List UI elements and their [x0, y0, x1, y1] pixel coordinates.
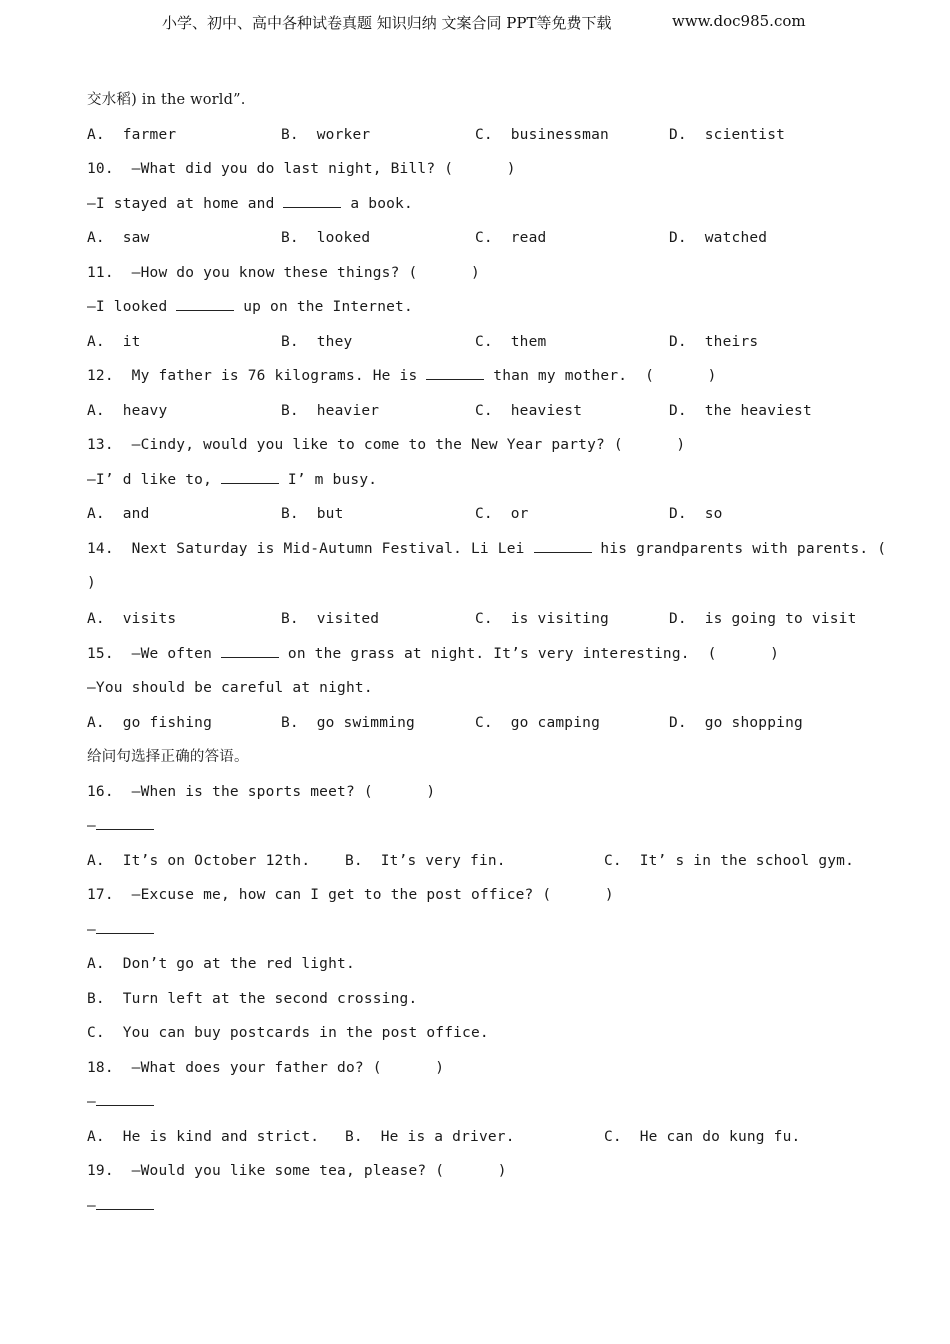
question-15-options — [87, 711, 867, 746]
option-c: C. heaviest — [475, 402, 583, 419]
question-13-options — [87, 502, 867, 537]
answer-blank — [221, 468, 279, 484]
option-b: B. Turn left at the second crossing. — [87, 990, 418, 1007]
question-19-answer-line: — — [87, 1194, 867, 1229]
question-12-options — [87, 399, 867, 434]
answer-blank — [426, 364, 484, 380]
question-9-options — [87, 123, 867, 158]
option-b: B. heavier — [281, 402, 380, 419]
option-b: B. visited — [281, 611, 380, 627]
header-site-description: 小学、初中、高中各种试卷真题 知识归纳 文案合同 PPT等免费下载 — [162, 14, 612, 32]
option-c: C. is visiting — [475, 611, 609, 627]
question-16-options — [87, 849, 867, 884]
question-10-dialogue: —I stayed at home and a book. — [87, 192, 867, 227]
option-a: A. it — [87, 333, 141, 350]
option-d: D. is going to visit — [669, 611, 857, 627]
question-15-stem: 15. —We often on the grass at night. It’s very interesting. ( ) — [87, 642, 867, 677]
option-b: B. He is a driver. — [345, 1128, 515, 1145]
option-a: A. go fishing — [87, 714, 213, 731]
answer-blank — [96, 814, 154, 830]
question-13-stem: 13. —Cindy, would you like to come to the New Year party? ( ) — [87, 437, 686, 453]
question-18-answer-line: — — [87, 1090, 867, 1125]
question-14-stem-close: ) — [87, 575, 96, 591]
section-title: 给问句选择正确的答语。 — [87, 749, 249, 765]
option-c: C. You can buy postcards in the post office. — [87, 1025, 489, 1041]
option-b: B. looked — [281, 230, 371, 246]
option-a: A. He is kind and strict. — [87, 1128, 320, 1145]
question-14-stem: 14. Next Saturday is Mid-Autumn Festival. Li Lei his grandparents with parents. ( — [87, 537, 867, 572]
page-header — [0, 12, 950, 34]
option-a: A. farmer — [87, 126, 177, 143]
question-18-options — [87, 1125, 867, 1160]
option-a: A. visits — [87, 611, 177, 627]
option-b: B. go swimming — [281, 714, 415, 731]
option-d: D. scientist — [669, 126, 786, 143]
question-11-stem: 11. —How do you know these things? ( ) — [87, 264, 480, 281]
option-b: B. they — [281, 333, 353, 350]
option-d: D. the heaviest — [669, 402, 812, 419]
option-c: C. go camping — [475, 714, 601, 731]
option-b: B. It’s very fin. — [345, 852, 506, 869]
question-9-stem-continued: 交水稻) in the world”. — [87, 92, 246, 108]
option-c: C. businessman — [475, 126, 609, 143]
answer-blank — [283, 192, 341, 208]
header-site-url[interactable]: www.doc985.com — [672, 12, 806, 30]
question-11-dialogue: —I looked up on the Internet. — [87, 295, 867, 330]
answer-blank — [96, 1194, 154, 1210]
option-d: D. watched — [669, 230, 768, 246]
answer-blank — [221, 642, 279, 658]
question-17-answer-line: — — [87, 918, 867, 953]
option-c: C. read — [475, 230, 547, 246]
exam-content — [87, 88, 887, 1228]
option-b: B. worker — [281, 126, 371, 143]
option-c: C. or — [475, 506, 529, 522]
answer-blank — [96, 918, 154, 934]
option-a: A. saw — [87, 230, 150, 246]
answer-blank — [96, 1090, 154, 1106]
question-14-options — [87, 607, 867, 642]
option-c: C. He can do kung fu. — [604, 1128, 801, 1145]
question-10-options — [87, 226, 867, 261]
question-12-stem: 12. My father is 76 kilograms. He is than my mother. ( ) — [87, 364, 867, 399]
option-d: D. theirs — [669, 333, 759, 350]
question-15-dialogue: —You should be careful at night. — [87, 680, 373, 696]
option-d: D. so — [669, 506, 723, 522]
option-c: C. them — [475, 333, 547, 350]
question-17-stem: 17. —Excuse me, how can I get to the post office? ( ) — [87, 887, 614, 903]
question-13-dialogue: —I’ d like to, I’ m busy. — [87, 468, 867, 503]
answer-blank — [176, 295, 234, 311]
question-16-stem: 16. —When is the sports meet? ( ) — [87, 783, 436, 800]
question-16-answer-line: — — [87, 814, 867, 849]
question-10-stem: 10. —What did you do last night, Bill? ( ) — [87, 161, 516, 177]
option-a: A. It’s on October 12th. — [87, 852, 311, 869]
question-11-options — [87, 330, 867, 365]
question-19-stem: 19. —Would you like some tea, please? ( ) — [87, 1163, 507, 1179]
answer-blank — [534, 537, 592, 553]
option-d: D. go shopping — [669, 714, 803, 731]
option-a: A. Don’t go at the red light. — [87, 956, 355, 972]
option-a: A. and — [87, 506, 150, 522]
option-a: A. heavy — [87, 402, 168, 419]
option-b: B. but — [281, 506, 344, 522]
question-18-stem: 18. —What does your father do? ( ) — [87, 1059, 445, 1076]
option-c: C. It’ s in the school gym. — [604, 852, 855, 869]
